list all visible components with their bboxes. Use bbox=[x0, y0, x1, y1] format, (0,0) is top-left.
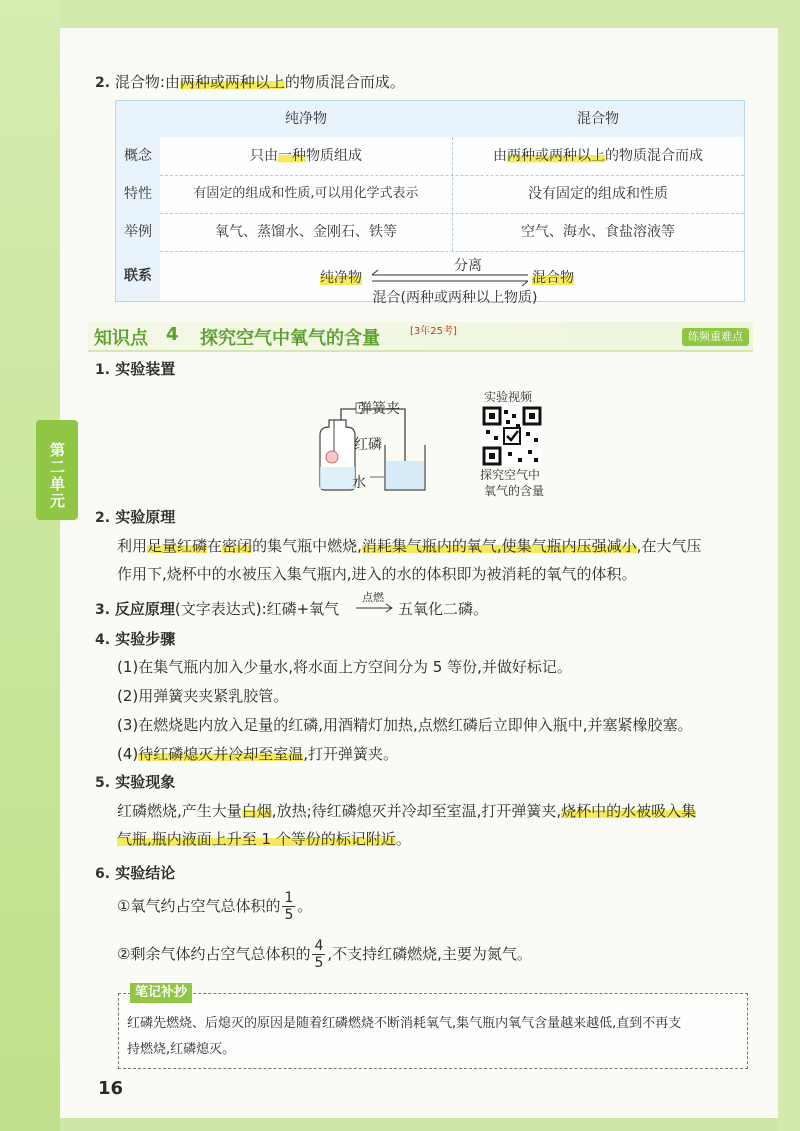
s6-conclusion1: ①氧气约占空气总体积的 $\frac{1}{5}$ 。 bbox=[117, 890, 313, 923]
s5-line1: 红磷燃烧,产生大量白烟,放热;待红磷熄灭并冷却至室温,打开弹簧夹,烧杯中的水被吸入集 bbox=[117, 802, 697, 820]
left-margin bbox=[0, 0, 60, 1131]
link-mixture-label: 混合物 bbox=[532, 267, 574, 287]
s4-step3: (3)在燃烧匙内放入足量的红磷,用酒精灯加热,点燃红磷后立即伸入瓶中,并塞紧橡胶塞。 bbox=[117, 716, 693, 734]
s3-condition: 点燃 bbox=[362, 591, 384, 604]
reaction-arrow-icon bbox=[356, 603, 394, 613]
page-number: 16 bbox=[98, 1078, 124, 1099]
kp-frequency: [3年25考] bbox=[410, 326, 457, 337]
knowledge-point-bar bbox=[88, 322, 753, 352]
s3-product: 五氧化二磷。 bbox=[398, 600, 489, 618]
table-body bbox=[160, 137, 744, 306]
s2-line2: 作用下,烧杯中的水被压入集气瓶内,进入的水的体积即为被消耗的氧气的体积。 bbox=[117, 565, 637, 583]
cell-property-pure: 有固定的组成和性质,可以用化学式表示 bbox=[193, 186, 419, 201]
link-separate-label: 分离 bbox=[454, 258, 482, 274]
link-mix-label: 混合(两种或两种以上物质) bbox=[372, 290, 538, 306]
s4-step4: (4)待红磷熄灭并冷却至室温,打开弹簧夹。 bbox=[117, 745, 399, 763]
s3-line: 3. 反应原理(文字表达式):红磷+氧气 bbox=[95, 600, 340, 618]
s5-heading: 5. 实验现象 bbox=[95, 773, 176, 791]
top-margin bbox=[0, 0, 800, 28]
row-head-concept: 概念 bbox=[124, 148, 152, 164]
s6-conclusion2: ②剩余气体约占空气总体积的 $\frac{4}{5}$ ,不支持红磷燃烧,主要为氮气。 bbox=[117, 938, 532, 971]
table-col-mixture: 混合物 bbox=[577, 111, 619, 127]
note-line2: 持燃烧,红磷熄灭。 bbox=[127, 1042, 236, 1057]
cell-property-mixture: 没有固定的组成和性质 bbox=[528, 186, 668, 202]
qr-code-icon[interactable] bbox=[482, 406, 542, 466]
note-tag: 笔记补抄 bbox=[130, 983, 192, 1003]
qr-bottom-line1: 探究空气中 bbox=[480, 468, 541, 482]
kp-number: 4 bbox=[166, 324, 179, 345]
label-clip: 弹簧夹 bbox=[358, 401, 400, 417]
fraction-four-fifths: $\frac{4}{5}$ bbox=[314, 938, 324, 971]
kp-badge[interactable]: 练频重难点 bbox=[682, 328, 749, 346]
fraction-one-fifth: $\frac{1}{5}$ bbox=[284, 890, 294, 923]
s5-line2: 气瓶,瓶内液面上升至 1 个等份的标记附近。 bbox=[117, 830, 411, 848]
cell-concept-pure: 只由一种物质组成 bbox=[250, 148, 362, 164]
comparison-table bbox=[115, 100, 745, 306]
row-head-property: 特性 bbox=[124, 186, 152, 202]
s2-heading: 2. 实验原理 bbox=[95, 508, 176, 526]
unit-tab[interactable]: 第二单元 bbox=[36, 420, 78, 520]
note-line1: 红磷先燃烧、后熄灭的原因是随着红磷燃烧不断消耗氧气,集气瓶内氧气含量越来越低,直到不再支 bbox=[127, 1016, 682, 1031]
row-head-link: 联系 bbox=[124, 268, 152, 284]
right-margin bbox=[778, 0, 800, 1131]
note-box bbox=[118, 993, 748, 1069]
s4-step2: (2)用弹簧夹夹紧乳胶管。 bbox=[117, 687, 289, 705]
label-water: 水 bbox=[352, 475, 366, 491]
s6-heading: 6. 实验结论 bbox=[95, 864, 176, 882]
row-head-example: 举例 bbox=[124, 224, 152, 240]
label-phosphorus: 红磷 bbox=[354, 437, 382, 453]
kp-title: 探究空气中氧气的含量 bbox=[200, 328, 380, 349]
cell-concept-mixture: 由两种或两种以上的物质混合而成 bbox=[493, 148, 703, 164]
qr-top-label: 实验视频 bbox=[484, 390, 533, 404]
cell-example-pure: 氧气、蒸馏水、金刚石、铁等 bbox=[215, 224, 397, 240]
cell-example-mixture: 空气、海水、食盐溶液等 bbox=[521, 224, 675, 240]
section-2-highlight: 两种或两种以上 bbox=[179, 73, 285, 91]
s1-heading: 1. 实验装置 bbox=[95, 360, 176, 378]
table-col-pure: 纯净物 bbox=[285, 111, 327, 127]
s4-heading: 4. 实验步骤 bbox=[95, 630, 176, 648]
link-arrows-icon bbox=[368, 269, 532, 289]
s4-step1: (1)在集气瓶内加入少量水,将水面上方空间分为 5 等份,并做好标记。 bbox=[117, 658, 572, 676]
section-2-post: 的物质混合而成。 bbox=[284, 73, 405, 91]
section-2-pre: 混合物:由 bbox=[114, 73, 180, 91]
s2-line1: 利用足量红磷在密闭的集气瓶中燃烧,消耗集气瓶内的氧气,使集气瓶内压强减小,在大气压 bbox=[117, 537, 702, 555]
link-pure-label: 纯净物 bbox=[320, 267, 362, 287]
section-2-line bbox=[95, 71, 405, 94]
qr-bottom-line2: 氧气的含量 bbox=[484, 484, 545, 498]
section-2-number: 2. bbox=[95, 75, 111, 91]
kp-label: 知识点 bbox=[94, 328, 148, 349]
